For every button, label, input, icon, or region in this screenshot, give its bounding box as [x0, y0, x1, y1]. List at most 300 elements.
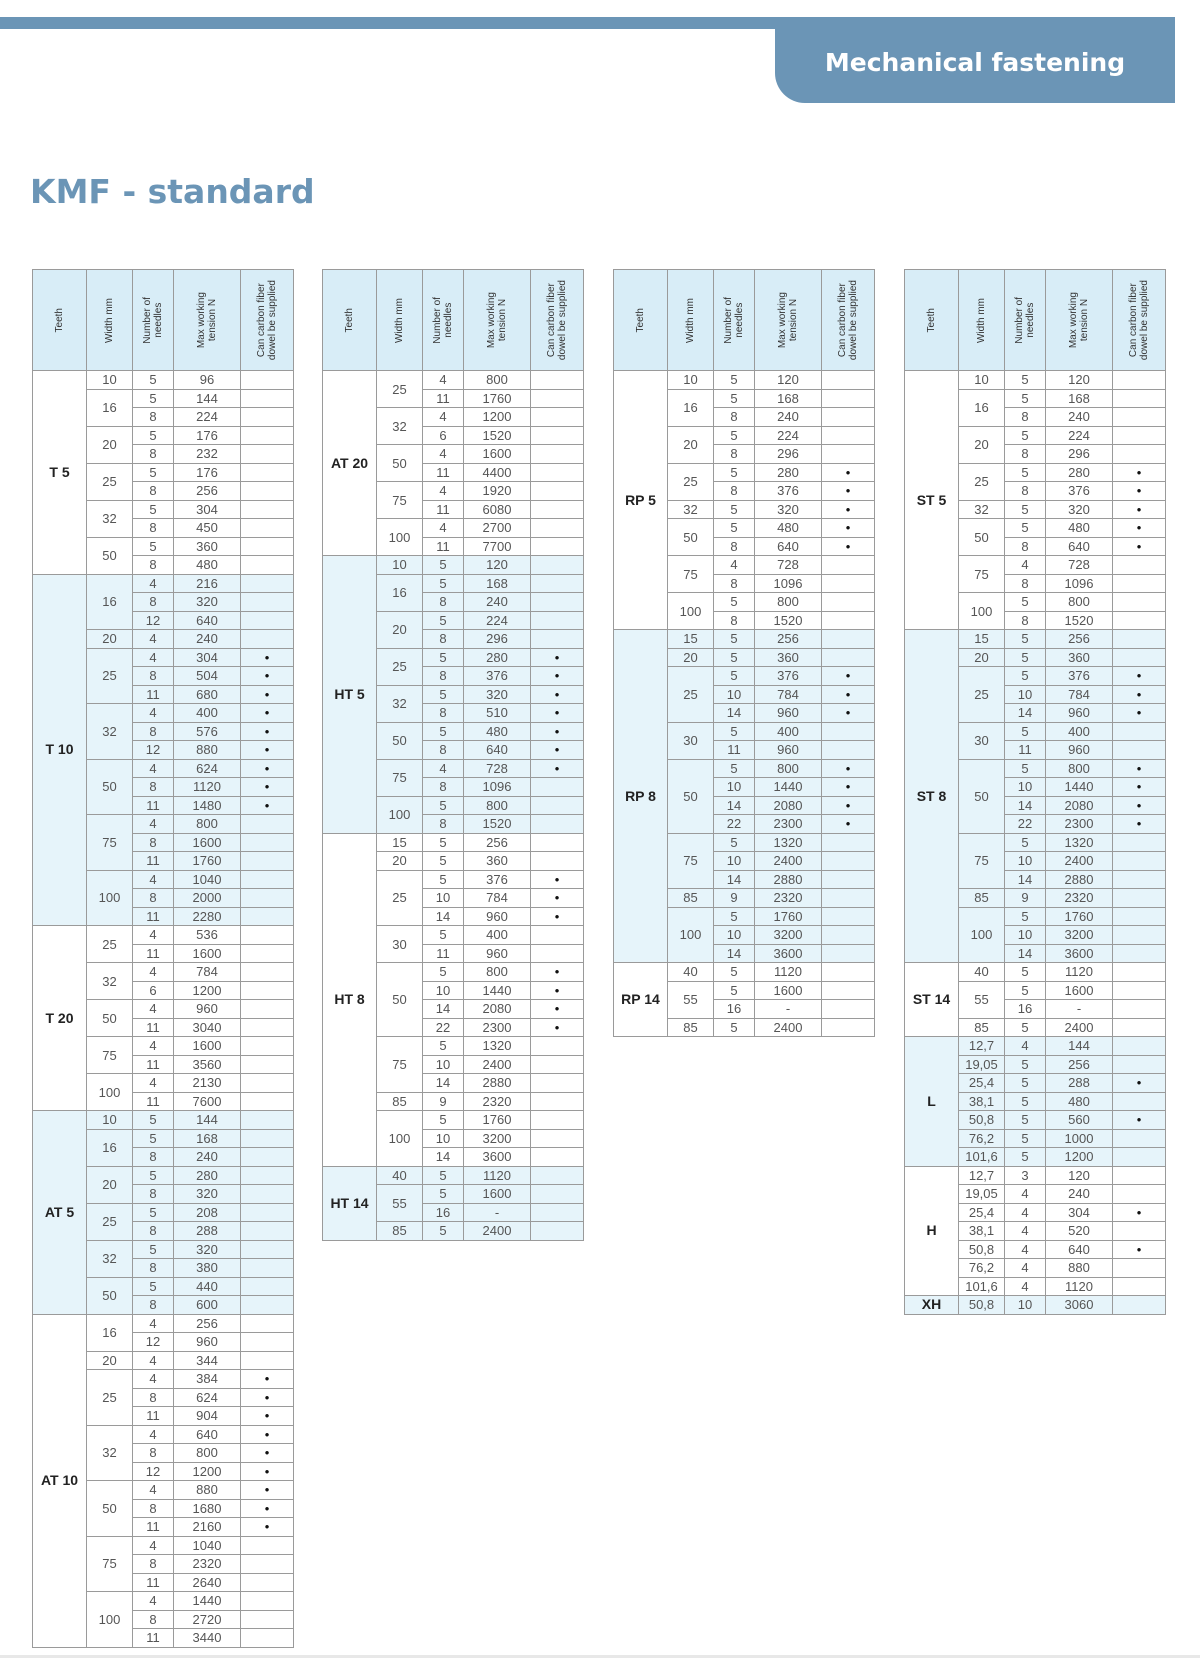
tension-cell: 960 — [755, 741, 822, 760]
width-cell: 16 — [959, 389, 1005, 426]
carbon-dowel-cell: • — [531, 648, 584, 667]
carbon-dowel-cell — [241, 1092, 294, 1111]
carbon-dowel-cell: • — [531, 1000, 584, 1019]
tension-cell: 380 — [174, 1259, 241, 1278]
tension-cell: 7600 — [174, 1092, 241, 1111]
carbon-dowel-cell: • — [241, 667, 294, 686]
carbon-dowel-cell — [1113, 1037, 1166, 1056]
needles-cell: 11 — [423, 944, 464, 963]
needles-cell: 4 — [133, 815, 174, 834]
needles-cell: 5 — [133, 1203, 174, 1222]
width-cell: 32 — [377, 408, 423, 445]
tension-cell: 280 — [755, 463, 822, 482]
carbon-dowel-cell: • — [822, 815, 875, 834]
width-header — [87, 270, 133, 371]
tension-cell: 3200 — [755, 926, 822, 945]
tension-cell: 480 — [464, 722, 531, 741]
carbon-dowel-cell: • — [822, 778, 875, 797]
tension-cell: 224 — [755, 426, 822, 445]
carbon-dowel-cell — [822, 408, 875, 427]
needles-cell: 5 — [423, 1166, 464, 1185]
needles-cell: 10 — [714, 778, 755, 797]
needles-cell: 8 — [133, 1499, 174, 1518]
width-cell: 25 — [377, 371, 423, 408]
carbon-dowel-cell — [241, 1555, 294, 1574]
carbon-dowel-cell — [531, 796, 584, 815]
needles-cell: 5 — [133, 1166, 174, 1185]
needles-cell: 12 — [133, 1462, 174, 1481]
tension-cell: 224 — [464, 611, 531, 630]
width-cell: 25 — [87, 463, 133, 500]
carbon-dowel-cell — [531, 500, 584, 519]
table-row — [614, 371, 875, 390]
carbon-dowel-cell — [241, 852, 294, 871]
needles-header — [133, 270, 174, 371]
needles-cell: 14 — [423, 1000, 464, 1019]
carbon-dowel-cell — [241, 981, 294, 1000]
needles-cell: 14 — [423, 1148, 464, 1167]
carbon-dowel-cell — [241, 1296, 294, 1315]
carbon-dowel-cell: • — [1113, 759, 1166, 778]
carbon-dowel-cell — [1113, 981, 1166, 1000]
carbon-dowel-cell — [531, 463, 584, 482]
needles-cell: 5 — [1005, 722, 1046, 741]
tension-cell: 2400 — [1046, 852, 1113, 871]
tension-cell: 2080 — [1046, 796, 1113, 815]
tension-cell: 1520 — [755, 611, 822, 630]
needles-cell: 11 — [423, 463, 464, 482]
carbon-dowel-cell — [241, 944, 294, 963]
tension-cell: 680 — [174, 685, 241, 704]
needles-cell: 4 — [133, 870, 174, 889]
needles-cell: 5 — [714, 667, 755, 686]
width-cell: 20 — [959, 426, 1005, 463]
carbon-dowel-cell — [1113, 1185, 1166, 1204]
tension-cell: 240 — [174, 1148, 241, 1167]
width-cell: 76,2 — [959, 1129, 1005, 1148]
width-cell: 32 — [668, 500, 714, 519]
needles-cell: 8 — [133, 889, 174, 908]
tension-cell: 2320 — [464, 1092, 531, 1111]
tension-cell: 800 — [464, 371, 531, 390]
spec-table — [322, 269, 584, 1241]
carbon-dowel-cell — [531, 1092, 584, 1111]
needles-cell: 11 — [1005, 741, 1046, 760]
tension-cell: 240 — [1046, 408, 1113, 427]
needles-cell: 5 — [423, 963, 464, 982]
carbon-dowel-cell — [822, 426, 875, 445]
needles-cell: 5 — [133, 1129, 174, 1148]
carbon-dowel-cell — [822, 556, 875, 575]
carbon-dowel-cell — [1113, 426, 1166, 445]
tension-cell: 256 — [174, 1314, 241, 1333]
tension-cell: 1600 — [174, 833, 241, 852]
width-cell: 100 — [87, 1074, 133, 1111]
width-cell: 40 — [377, 1166, 423, 1185]
tension-cell: 1320 — [1046, 833, 1113, 852]
tension-cell: 3600 — [1046, 944, 1113, 963]
needles-cell: 5 — [133, 537, 174, 556]
carbon-dowel-cell: • — [241, 1370, 294, 1389]
needles-cell: 5 — [423, 574, 464, 593]
spec-table-column-2 — [322, 269, 584, 1241]
width-cell: 50,8 — [959, 1111, 1005, 1130]
needles-cell: 5 — [1005, 1111, 1046, 1130]
width-cell: 25 — [87, 1370, 133, 1426]
tension-cell: 2400 — [464, 1222, 531, 1241]
header-label: Can carbon fiber dowel be supplied — [256, 279, 278, 361]
carbon-dowel-cell — [822, 852, 875, 871]
needles-cell: 8 — [423, 704, 464, 723]
width-cell: 16 — [377, 574, 423, 611]
carbon-dowel-cell — [241, 889, 294, 908]
needles-cell: 11 — [133, 852, 174, 871]
tension-cell: 2640 — [174, 1573, 241, 1592]
tension-cell: 960 — [464, 907, 531, 926]
table-row — [905, 371, 1166, 390]
width-cell: 32 — [87, 704, 133, 760]
carbon-dowel-cell — [822, 574, 875, 593]
header-label: Teeth — [926, 307, 937, 333]
teeth-header — [323, 270, 377, 371]
header-label: Number of needles — [1014, 296, 1036, 344]
width-cell: 25,4 — [959, 1203, 1005, 1222]
needles-cell: 5 — [1005, 389, 1046, 408]
carbon-dowel-cell — [241, 1610, 294, 1629]
tension-cell: 800 — [464, 963, 531, 982]
tooth-profile-cell: T 10 — [33, 574, 87, 926]
carbon-dowel-cell — [241, 870, 294, 889]
needles-cell: 11 — [133, 1573, 174, 1592]
tension-cell: 144 — [174, 1111, 241, 1130]
carbon-dowel-cell — [531, 389, 584, 408]
tension-cell: 1096 — [1046, 574, 1113, 593]
tension-cell: 256 — [1046, 1055, 1113, 1074]
width-cell: 25 — [377, 648, 423, 685]
carbon-dowel-cell — [1113, 648, 1166, 667]
width-cell: 100 — [377, 519, 423, 556]
carbon-dowel-cell: • — [1113, 704, 1166, 723]
carbon-dowel-cell — [822, 593, 875, 612]
needles-cell: 4 — [1005, 1037, 1046, 1056]
width-header — [668, 270, 714, 371]
width-cell: 25 — [87, 926, 133, 963]
carbon-dowel-cell — [822, 741, 875, 760]
needles-cell: 5 — [423, 556, 464, 575]
needles-cell: 5 — [1005, 667, 1046, 686]
carbon-dowel-cell — [822, 870, 875, 889]
needles-cell: 4 — [423, 519, 464, 538]
width-cell: 50 — [87, 1277, 133, 1314]
tension-cell: 880 — [174, 1481, 241, 1500]
width-cell: 50 — [377, 963, 423, 1037]
tooth-profile-cell: HT 8 — [323, 833, 377, 1166]
tension-cell: 1760 — [464, 389, 531, 408]
carbon-dowel-cell: • — [822, 519, 875, 538]
carbon-dowel-cell — [1113, 1000, 1166, 1019]
needles-cell: 14 — [714, 870, 755, 889]
carbon-dowel-cell: • — [531, 981, 584, 1000]
needles-cell: 8 — [133, 1388, 174, 1407]
carbon-dowel-cell — [531, 445, 584, 464]
header-label: Can carbon fiber dowel be supplied — [837, 279, 859, 361]
tension-cell: 256 — [1046, 630, 1113, 649]
width-cell: 75 — [668, 556, 714, 593]
tension-cell: 1120 — [755, 963, 822, 982]
needles-cell: 8 — [133, 482, 174, 501]
width-cell: 100 — [959, 593, 1005, 630]
needles-cell: 8 — [133, 1148, 174, 1167]
width-cell: 50,8 — [959, 1296, 1005, 1315]
tension-cell: 640 — [464, 741, 531, 760]
needles-cell: 4 — [133, 1074, 174, 1093]
table-row — [33, 1314, 294, 1333]
tension-cell: 1600 — [174, 1037, 241, 1056]
width-cell: 75 — [668, 833, 714, 889]
width-cell: 20 — [377, 611, 423, 648]
width-cell: 38,1 — [959, 1092, 1005, 1111]
carbon-dowel-cell — [531, 926, 584, 945]
tension-cell: 256 — [755, 630, 822, 649]
carbon-dowel-cell — [822, 371, 875, 390]
width-cell: 15 — [668, 630, 714, 649]
header-label: Number of needles — [723, 296, 745, 344]
needles-cell: 4 — [133, 630, 174, 649]
tension-cell: 2300 — [1046, 815, 1113, 834]
needles-cell: 8 — [714, 482, 755, 501]
carbon-dowel-cell — [1113, 1277, 1166, 1296]
table-row — [323, 556, 584, 575]
carbon-dowel-cell — [531, 574, 584, 593]
tension-cell: 320 — [755, 500, 822, 519]
width-cell: 101,6 — [959, 1277, 1005, 1296]
tension-cell: 376 — [1046, 667, 1113, 686]
width-cell: 10 — [959, 371, 1005, 390]
needles-cell: 8 — [133, 1296, 174, 1315]
tension-cell: 800 — [464, 796, 531, 815]
needles-cell: 4 — [133, 648, 174, 667]
carbon-dowel-cell — [1113, 889, 1166, 908]
tooth-profile-cell: T 5 — [33, 371, 87, 575]
tension-cell: - — [1046, 1000, 1113, 1019]
carbon-dowel-cell — [822, 926, 875, 945]
tension-cell: 360 — [1046, 648, 1113, 667]
carbon-dowel-cell: • — [1113, 815, 1166, 834]
width-cell: 55 — [959, 981, 1005, 1018]
tension-cell: 320 — [1046, 500, 1113, 519]
tension-cell: 1200 — [1046, 1148, 1113, 1167]
carbon-dowel-cell: • — [531, 963, 584, 982]
tension-cell: 728 — [464, 759, 531, 778]
table-row — [33, 574, 294, 593]
carbon-dowel-cell: • — [822, 759, 875, 778]
needles-cell: 4 — [423, 759, 464, 778]
width-cell: 100 — [668, 907, 714, 963]
carbon-dowel-cell — [1113, 870, 1166, 889]
section-title: Mechanical fastening system — [775, 17, 1175, 103]
tension-cell: 3200 — [464, 1129, 531, 1148]
carbon-dowel-cell — [241, 1629, 294, 1648]
tension-cell: 1040 — [174, 870, 241, 889]
header-label: Can carbon fiber dowel be supplied — [546, 279, 568, 361]
tension-cell: 1760 — [464, 1111, 531, 1130]
carbon-dowel-cell — [531, 482, 584, 501]
tension-cell: 2320 — [1046, 889, 1113, 908]
tension-cell: 440 — [174, 1277, 241, 1296]
tension-cell: 3200 — [1046, 926, 1113, 945]
needles-cell: 5 — [714, 593, 755, 612]
carbon-dowel-cell: • — [822, 463, 875, 482]
carbon-dowel-cell: • — [1113, 463, 1166, 482]
carbon-dowel-cell: • — [822, 500, 875, 519]
carbon-dowel-cell — [531, 1129, 584, 1148]
header-label: Max working tension N — [486, 291, 508, 349]
tension-cell: 240 — [755, 408, 822, 427]
tension-cell: 2160 — [174, 1518, 241, 1537]
width-cell: 20 — [87, 1166, 133, 1203]
header-label: Width mm — [394, 297, 405, 343]
carbon-dowel-cell — [531, 593, 584, 612]
carbon-dowel-cell: • — [1113, 667, 1166, 686]
tension-cell: 400 — [1046, 722, 1113, 741]
carbon-dowel-cell: • — [241, 1518, 294, 1537]
tension-cell: 224 — [174, 408, 241, 427]
width-cell: 19,05 — [959, 1055, 1005, 1074]
width-cell: 15 — [377, 833, 423, 852]
needles-cell: 10 — [423, 1129, 464, 1148]
tooth-profile-cell: ST 8 — [905, 630, 959, 963]
carbon-dowel-cell: • — [531, 741, 584, 760]
table-row — [905, 630, 1166, 649]
width-cell: 75 — [959, 556, 1005, 593]
tension-header — [1046, 270, 1113, 371]
needles-cell: 12 — [133, 611, 174, 630]
tension-cell: 3060 — [1046, 1296, 1113, 1315]
tension-cell: 960 — [464, 944, 531, 963]
carbon-dowel-cell — [1113, 1055, 1166, 1074]
carbon-dowel-cell — [822, 833, 875, 852]
tension-cell: 480 — [1046, 519, 1113, 538]
carbon-dowel-cell: • — [822, 667, 875, 686]
tooth-profile-cell: HT 5 — [323, 556, 377, 834]
carbon-dowel-cell — [531, 815, 584, 834]
tension-cell: 168 — [174, 1129, 241, 1148]
carbon-dowel-cell — [241, 1055, 294, 1074]
carbon-dowel-cell — [822, 445, 875, 464]
carbon-dowel-cell — [1113, 963, 1166, 982]
tooth-profile-cell: XH — [905, 1296, 959, 1315]
tension-cell: 1440 — [755, 778, 822, 797]
carbon-dowel-cell — [531, 426, 584, 445]
needles-cell: 5 — [423, 648, 464, 667]
width-cell: 100 — [87, 1592, 133, 1648]
carbon-dowel-cell: • — [1113, 796, 1166, 815]
needles-cell: 8 — [133, 1444, 174, 1463]
carbon-dowel-cell — [241, 1111, 294, 1130]
tension-cell: 3040 — [174, 1018, 241, 1037]
tension-cell: 2280 — [174, 907, 241, 926]
width-cell: 15 — [959, 630, 1005, 649]
tension-cell: 1440 — [174, 1592, 241, 1611]
tension-cell: 288 — [1046, 1074, 1113, 1093]
tension-cell: 1040 — [174, 1536, 241, 1555]
carbon-dowel-cell — [531, 852, 584, 871]
carbon-dowel-cell: • — [531, 685, 584, 704]
spec-table — [32, 269, 294, 1648]
needles-cell: 8 — [133, 556, 174, 575]
carbon-dowel-cell — [241, 408, 294, 427]
tension-cell: 2400 — [755, 852, 822, 871]
width-cell: 50,8 — [959, 1240, 1005, 1259]
width-cell: 85 — [377, 1092, 423, 1111]
carbon-dowel-cell — [1113, 1129, 1166, 1148]
carbon-dowel-cell: • — [1113, 500, 1166, 519]
carbon-dowel-header — [241, 270, 294, 371]
tension-cell: 800 — [1046, 759, 1113, 778]
carbon-dowel-cell — [1113, 1092, 1166, 1111]
carbon-dowel-cell — [241, 593, 294, 612]
needles-cell: 5 — [133, 500, 174, 519]
width-cell: 85 — [959, 1018, 1005, 1037]
needles-cell: 4 — [133, 759, 174, 778]
tension-cell: 3440 — [174, 1629, 241, 1648]
needles-cell: 22 — [423, 1018, 464, 1037]
carbon-dowel-cell: • — [822, 537, 875, 556]
width-cell: 75 — [377, 482, 423, 519]
tension-cell: 176 — [174, 463, 241, 482]
needles-cell: 16 — [423, 1203, 464, 1222]
tension-cell: 520 — [1046, 1222, 1113, 1241]
width-cell: 100 — [377, 1111, 423, 1167]
needles-cell: 8 — [714, 574, 755, 593]
width-cell: 20 — [87, 630, 133, 649]
carbon-dowel-cell — [241, 1000, 294, 1019]
tension-cell: 624 — [174, 1388, 241, 1407]
carbon-dowel-cell — [241, 1222, 294, 1241]
tension-cell: 2320 — [174, 1555, 241, 1574]
carbon-dowel-cell: • — [241, 704, 294, 723]
needles-cell: 5 — [714, 519, 755, 538]
needles-cell: 4 — [133, 1536, 174, 1555]
header-label: Teeth — [635, 307, 646, 333]
tension-cell: 2400 — [755, 1018, 822, 1037]
needles-cell: 5 — [133, 1111, 174, 1130]
needles-cell: 8 — [133, 408, 174, 427]
carbon-dowel-cell — [241, 445, 294, 464]
needles-cell: 8 — [133, 445, 174, 464]
width-cell: 100 — [668, 593, 714, 630]
table-row — [614, 963, 875, 982]
tension-cell: 560 — [1046, 1111, 1113, 1130]
width-cell: 25 — [959, 667, 1005, 723]
tooth-profile-cell: ST 5 — [905, 371, 959, 630]
needles-cell: 14 — [714, 704, 755, 723]
width-cell: 16 — [87, 574, 133, 630]
tooth-profile-cell: RP 5 — [614, 371, 668, 630]
carbon-dowel-cell: • — [531, 907, 584, 926]
width-cell: 25 — [668, 667, 714, 723]
needles-cell: 5 — [1005, 1148, 1046, 1167]
carbon-dowel-cell — [531, 519, 584, 538]
tension-cell: 1200 — [174, 1462, 241, 1481]
tension-cell: 2300 — [464, 1018, 531, 1037]
tension-cell: 784 — [464, 889, 531, 908]
tension-cell: 1600 — [464, 445, 531, 464]
needles-cell: 4 — [133, 963, 174, 982]
table-row — [33, 926, 294, 945]
carbon-dowel-cell — [241, 482, 294, 501]
carbon-dowel-cell — [1113, 852, 1166, 871]
